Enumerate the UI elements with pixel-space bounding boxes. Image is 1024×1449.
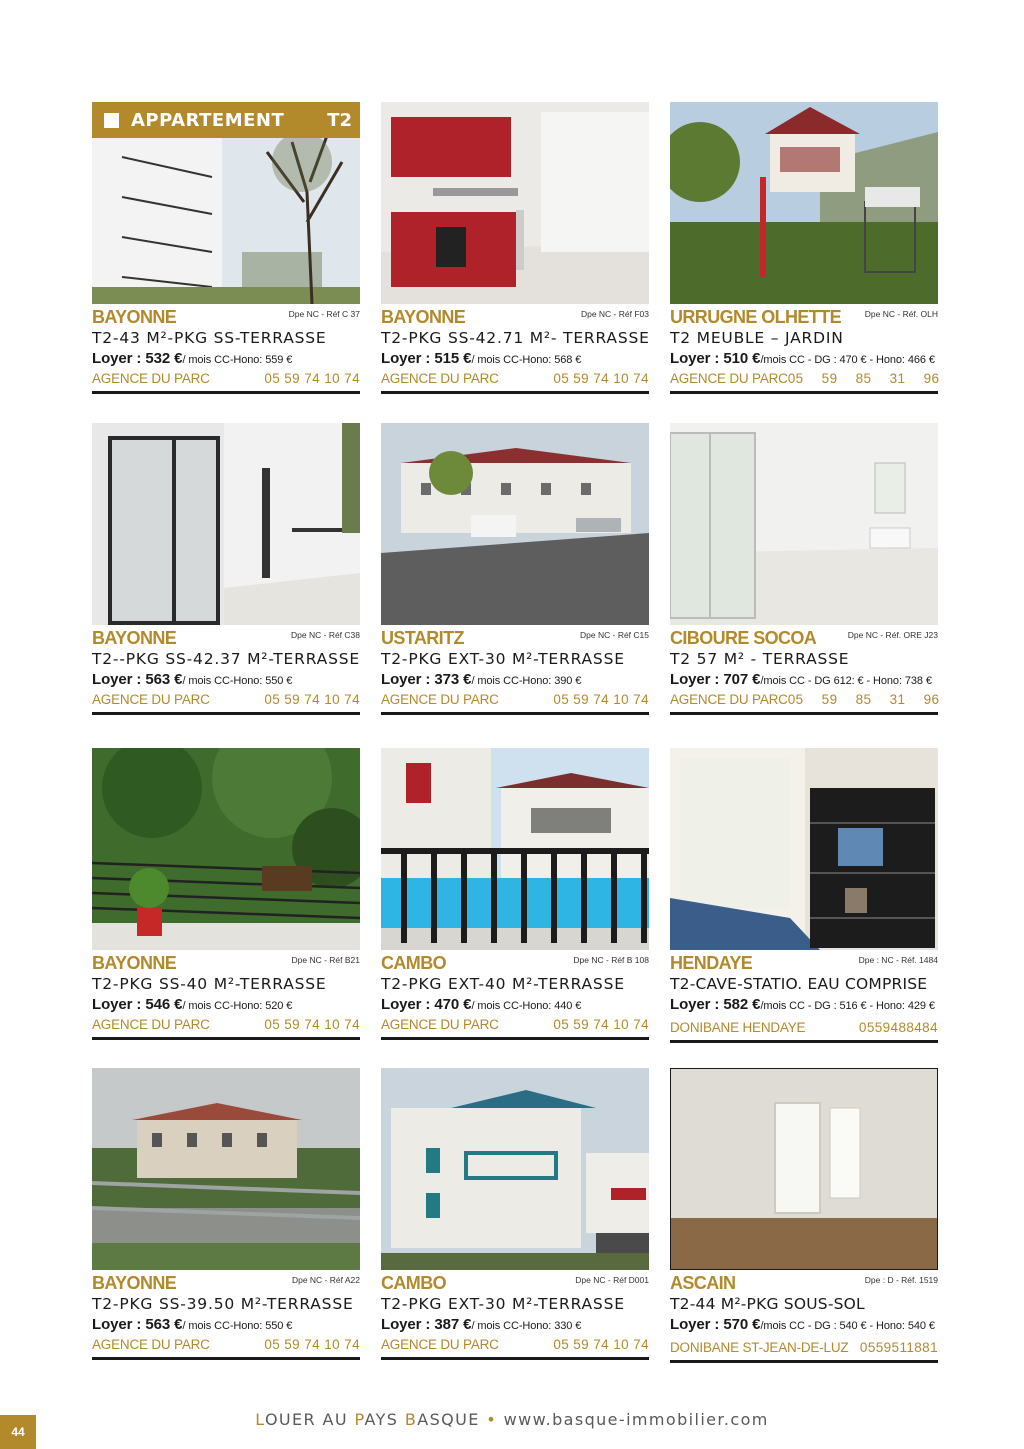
listing-price-detail: /mois CC - DG : 516 € - Hono: 429 €: [760, 1000, 935, 1012]
listing-price-line: [92, 995, 360, 1016]
listing-card[interactable]: [381, 748, 649, 1040]
listing-price: 707 €: [723, 671, 761, 688]
listing-ref: Dpe NC - Réf C38: [291, 630, 360, 640]
listing-phone[interactable]: 05 59 74 10 74: [264, 371, 360, 386]
listing-card[interactable]: [381, 423, 649, 715]
footer-initial: L: [255, 1410, 265, 1429]
page-number: 44: [0, 1415, 36, 1449]
category-label: APPARTEMENT: [131, 109, 285, 131]
listing-price-detail: /mois CC - DG : 540 € - Hono: 540 €: [760, 1320, 935, 1332]
listing-photo: [670, 748, 938, 950]
listing-ref: Dpe NC - Réf B21: [291, 955, 360, 965]
listing-price-detail: / mois CC-Hono: 330 €: [471, 1320, 582, 1332]
page-footer: [0, 1410, 1024, 1429]
listing-price: 546 €: [145, 996, 183, 1013]
listing-title: T2-PKG EXT-30 M²-TERRASSE: [381, 1295, 625, 1313]
listing-card[interactable]: [92, 102, 360, 394]
listing-agency: AGENCE DU PARC: [92, 1017, 210, 1032]
footer-website-link[interactable]: www.basque-immobilier.com: [497, 1410, 769, 1429]
listing-price-detail: /mois CC - DG : 470 € - Hono: 466 €: [760, 354, 935, 366]
listing-card[interactable]: [92, 1068, 360, 1360]
listing-card[interactable]: [670, 1068, 938, 1363]
listing-price-detail: / mois CC-Hono: 390 €: [471, 675, 582, 687]
listing-title: T2-PKG SS-39.50 M²-TERRASSE: [92, 1295, 354, 1313]
loyer-label: Loyer :: [670, 996, 724, 1013]
divider: [92, 1037, 360, 1040]
listing-phone[interactable]: 05 59 74 10 74: [264, 692, 360, 707]
listing-title: T2-44 M²-PKG SOUS-SOL: [670, 1295, 865, 1313]
loyer-label: Loyer :: [670, 1316, 724, 1333]
listing-phone[interactable]: 0559511881: [859, 1340, 938, 1355]
listing-agency: DONIBANE HENDAYE: [670, 1020, 806, 1035]
listing-price-line: [381, 1315, 649, 1336]
listing-card[interactable]: [92, 423, 360, 715]
listing-price: 582 €: [723, 996, 761, 1013]
listing-photo: [381, 748, 649, 950]
listing-agency: AGENCE DU PARC: [381, 1337, 499, 1352]
listing-city: BAYONNE: [92, 307, 177, 327]
listing-city: ASCAIN: [670, 1273, 736, 1293]
footer-initial: B: [404, 1410, 418, 1429]
listing-photo: [381, 1068, 649, 1270]
listing-city: HENDAYE: [670, 953, 753, 973]
listing-card[interactable]: [670, 423, 938, 715]
loyer-label: Loyer :: [381, 996, 435, 1013]
listing-ref: Dpe NC - Réf A22: [291, 1275, 360, 1285]
loyer-label: Loyer :: [381, 671, 435, 688]
listing-phone[interactable]: 05 59 85 31 96: [787, 692, 940, 707]
listing-price: 570 €: [723, 1316, 761, 1333]
listing-ref: Dpe NC - Réf C15: [580, 630, 649, 640]
listing-phone[interactable]: 05 59 74 10 74: [553, 1017, 649, 1032]
listing-agency: AGENCE DU PARC: [381, 1017, 499, 1032]
loyer-label: Loyer :: [381, 1316, 435, 1333]
divider: [381, 712, 649, 715]
footer-bullet: •: [486, 1410, 498, 1429]
loyer-label: Loyer :: [92, 350, 146, 367]
listing-city: URRUGNE OLHETTE: [670, 307, 842, 327]
listing-photo: [381, 423, 649, 625]
listing-agency: AGENCE DU PARC: [381, 371, 499, 386]
listing-photo: [381, 102, 649, 304]
listing-agency: DONIBANE ST-JEAN-DE-LUZ: [670, 1340, 849, 1355]
listing-phone[interactable]: 05 59 74 10 74: [553, 692, 649, 707]
divider: [381, 1357, 649, 1360]
listing-city: CAMBO: [381, 953, 446, 973]
listing-title: T2-PKG EXT-40 M²-TERRASSE: [381, 975, 625, 993]
listing-price-line: [670, 349, 938, 370]
listing-price: 470 €: [434, 996, 472, 1013]
loyer-label: Loyer :: [670, 671, 724, 688]
listing-card[interactable]: [381, 102, 649, 394]
divider: [92, 391, 360, 394]
listing-price-detail: /mois CC - DG 612: € - Hono: 738 €: [760, 675, 932, 687]
listing-card[interactable]: [670, 748, 938, 1043]
listing-photo: [670, 423, 938, 625]
listing-price: 373 €: [434, 671, 472, 688]
listing-title: T2 57 M² - TERRASSE: [670, 650, 850, 668]
listing-city: BAYONNE: [92, 1273, 177, 1293]
listing-price-line: [92, 1315, 360, 1336]
divider: [670, 1360, 938, 1363]
listing-city: BAYONNE: [92, 953, 177, 973]
divider: [670, 712, 938, 715]
listing-price-line: [381, 349, 649, 370]
listing-photo: [670, 102, 938, 304]
divider: [670, 391, 938, 394]
listing-agency: AGENCE DU PARC: [92, 1337, 210, 1352]
loyer-label: Loyer :: [92, 1316, 146, 1333]
listing-city: BAYONNE: [381, 307, 466, 327]
listing-title: T2-43 M²-PKG SS-TERRASSE: [92, 329, 327, 347]
listing-photo: [92, 423, 360, 625]
divider: [92, 712, 360, 715]
apartment-type: T2: [327, 109, 352, 131]
loyer-label: Loyer :: [92, 671, 146, 688]
divider: [381, 1037, 649, 1040]
listing-ref: Dpe NC - Réf C 37: [288, 309, 360, 319]
listing-card[interactable]: [381, 1068, 649, 1360]
listing-price-detail: / mois CC-Hono: 440 €: [471, 1000, 582, 1012]
loyer-label: Loyer :: [381, 350, 435, 367]
listing-price-line: [381, 995, 649, 1016]
listing-price-detail: / mois CC-Hono: 559 €: [182, 354, 293, 366]
listing-agency: AGENCE DU PARC: [381, 692, 499, 707]
listing-title: T2--PKG SS-42.37 M²-TERRASSE: [92, 650, 360, 668]
listing-city: BAYONNE: [92, 628, 177, 648]
listing-price: 563 €: [145, 671, 183, 688]
listing-ref: Dpe NC - Réf B 108: [573, 955, 649, 965]
listing-phone[interactable]: 05 59 74 10 74: [264, 1017, 360, 1032]
listing-title: T2-PKG EXT-30 M²-TERRASSE: [381, 650, 625, 668]
listing-price: 515 €: [434, 350, 472, 367]
listing-price-detail: / mois CC-Hono: 550 €: [182, 1320, 293, 1332]
listing-agency: AGENCE DU PARC: [670, 692, 788, 707]
listing-city: USTARITZ: [381, 628, 464, 648]
listing-photo: [92, 748, 360, 950]
listing-price-line: [670, 995, 938, 1016]
listing-city: CAMBO: [381, 1273, 446, 1293]
square-bullet-icon: [104, 113, 119, 128]
category-banner: [92, 102, 360, 138]
listing-phone[interactable]: 0559488484: [858, 1020, 938, 1035]
divider: [381, 391, 649, 394]
listing-photo: [670, 1068, 938, 1270]
listing-photo: [92, 1068, 360, 1270]
listing-agency: AGENCE DU PARC: [92, 692, 210, 707]
listing-city: CIBOURE SOCOA: [670, 628, 817, 648]
listing-phone[interactable]: 05 59 85 31 96: [787, 371, 940, 386]
listing-agency: AGENCE DU PARC: [670, 371, 788, 386]
listing-ref: Dpe : NC - Réf. 1484: [858, 955, 938, 965]
listing-price: 563 €: [145, 1316, 183, 1333]
listing-price-detail: / mois CC-Hono: 550 €: [182, 675, 293, 687]
listing-agency: AGENCE DU PARC: [92, 371, 210, 386]
listing-price-line: [381, 670, 649, 691]
footer-initial: P: [354, 1410, 365, 1429]
listing-price-line: [670, 670, 938, 691]
footer-text: OUER AU: [264, 1410, 355, 1429]
listing-title: T2-PKG SS-40 M²-TERRASSE: [92, 975, 327, 993]
listing-card[interactable]: [670, 102, 938, 394]
listing-price-detail: / mois CC-Hono: 568 €: [471, 354, 582, 366]
listing-price: 510 €: [723, 350, 761, 367]
listing-price: 387 €: [434, 1316, 472, 1333]
listing-phone[interactable]: 05 59 74 10 74: [264, 1337, 360, 1352]
listing-card[interactable]: [92, 748, 360, 1040]
divider: [670, 1040, 938, 1043]
listing-ref: Dpe NC - Réf D001: [575, 1275, 649, 1285]
loyer-label: Loyer :: [92, 996, 146, 1013]
listing-price-line: [92, 670, 360, 691]
divider: [92, 1357, 360, 1360]
footer-text: ASQUE: [417, 1410, 487, 1429]
listing-title: T2-PKG SS-42.71 M²- TERRASSE: [381, 329, 650, 347]
footer-text: AYS: [364, 1410, 405, 1429]
listing-ref: Dpe NC - Réf. OLH: [864, 309, 938, 319]
listing-phone[interactable]: 05 59 74 10 74: [553, 1337, 649, 1352]
listing-ref: Dpe NC - Réf. ORE J23: [847, 630, 938, 640]
listing-price-line: [92, 349, 360, 370]
loyer-label: Loyer :: [670, 350, 724, 367]
listing-title: T2 MEUBLE – JARDIN: [670, 329, 844, 347]
listing-price-detail: / mois CC-Hono: 520 €: [182, 1000, 293, 1012]
listing-phone[interactable]: 05 59 74 10 74: [553, 371, 649, 386]
listing-ref: Dpe : D - Réf. 1519: [864, 1275, 938, 1285]
listing-title: T2-CAVE-STATIO. EAU COMPRISE: [670, 975, 928, 993]
listing-ref: Dpe NC - Réf F03: [580, 309, 649, 319]
listing-price-line: [670, 1315, 938, 1336]
listing-price: 532 €: [145, 350, 183, 367]
